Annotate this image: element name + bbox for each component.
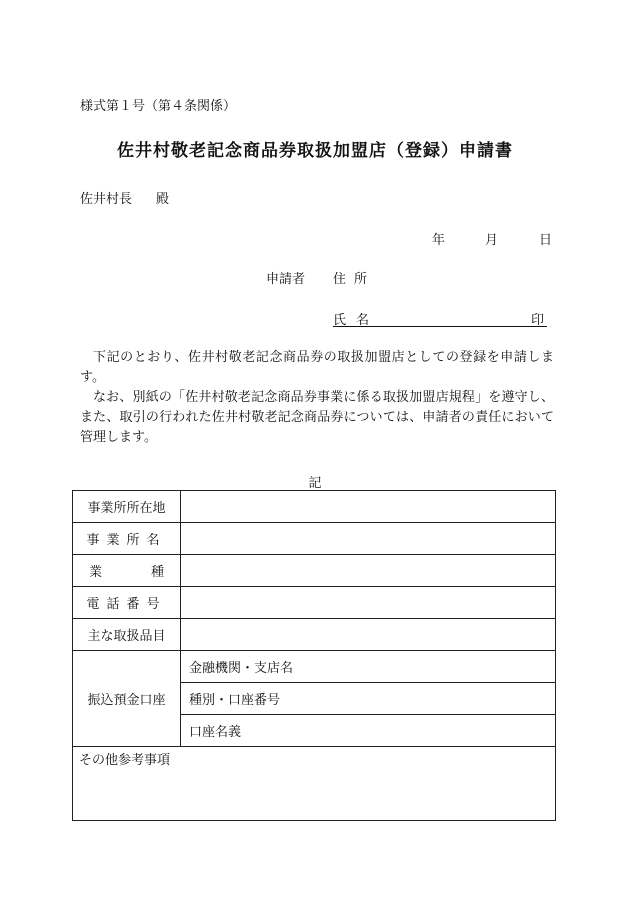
phone-field bbox=[181, 587, 556, 619]
industry-label: 業種 bbox=[73, 555, 181, 587]
industry-field bbox=[181, 555, 556, 587]
main-products-field bbox=[181, 619, 556, 651]
bank-branch-label: 金融機関・支店名 bbox=[181, 651, 556, 683]
phone-label: 電話番号 bbox=[73, 587, 181, 619]
office-location-label: 事業所所在地 bbox=[73, 491, 181, 523]
main-products-label: 主な取扱品目 bbox=[73, 619, 181, 651]
registration-table bbox=[72, 490, 556, 821]
address-label: 住所 bbox=[333, 272, 376, 287]
applicant-label: 申請者 bbox=[266, 272, 306, 287]
table-row bbox=[73, 651, 556, 683]
body-paragraph-2: なお、別紙の「佐井村敬老記念商品券事業に係る取扱加盟店規程」を遵守し、また、取引の行われた佐井村敬老記念商品券については、申請者の責任において管理します。 bbox=[80, 390, 554, 445]
name-signature-line bbox=[333, 326, 547, 327]
body-text bbox=[80, 348, 554, 448]
body-paragraph-1: 下記のとおり、佐井村敬老記念商品券の取扱加盟店としての登録を申請します。 bbox=[80, 350, 554, 385]
table-row bbox=[73, 555, 556, 587]
table-row bbox=[73, 747, 556, 821]
table-row bbox=[73, 587, 556, 619]
office-name-label: 事業所名 bbox=[73, 523, 181, 555]
table-row bbox=[73, 491, 556, 523]
office-name-field bbox=[181, 523, 556, 555]
bank-account-label: 振込預金口座 bbox=[73, 651, 181, 747]
table-row bbox=[73, 619, 556, 651]
addressee-recipient: 佐井村長 bbox=[80, 192, 133, 207]
addressee bbox=[80, 188, 169, 207]
notes-label: その他参考事項 bbox=[73, 747, 556, 821]
date-day-label: 日 bbox=[539, 233, 553, 248]
account-name-label: 口座名義 bbox=[181, 715, 556, 747]
date-month-label: 月 bbox=[485, 233, 499, 248]
date-year-label: 年 bbox=[432, 233, 446, 248]
office-location-field bbox=[181, 491, 556, 523]
record-heading: 記 bbox=[308, 476, 322, 491]
account-type-number-label: 種別・口座番号 bbox=[181, 683, 556, 715]
seal-mark: 印 bbox=[531, 313, 545, 328]
table-row bbox=[73, 523, 556, 555]
addressee-honorific: 殿 bbox=[156, 192, 170, 207]
form-number: 様式第１号（第４条関係） bbox=[80, 99, 237, 114]
page-title: 佐井村敬老記念商品券取扱加盟店（登録）申請書 bbox=[117, 141, 513, 161]
name-label: 氏名 bbox=[333, 313, 380, 328]
